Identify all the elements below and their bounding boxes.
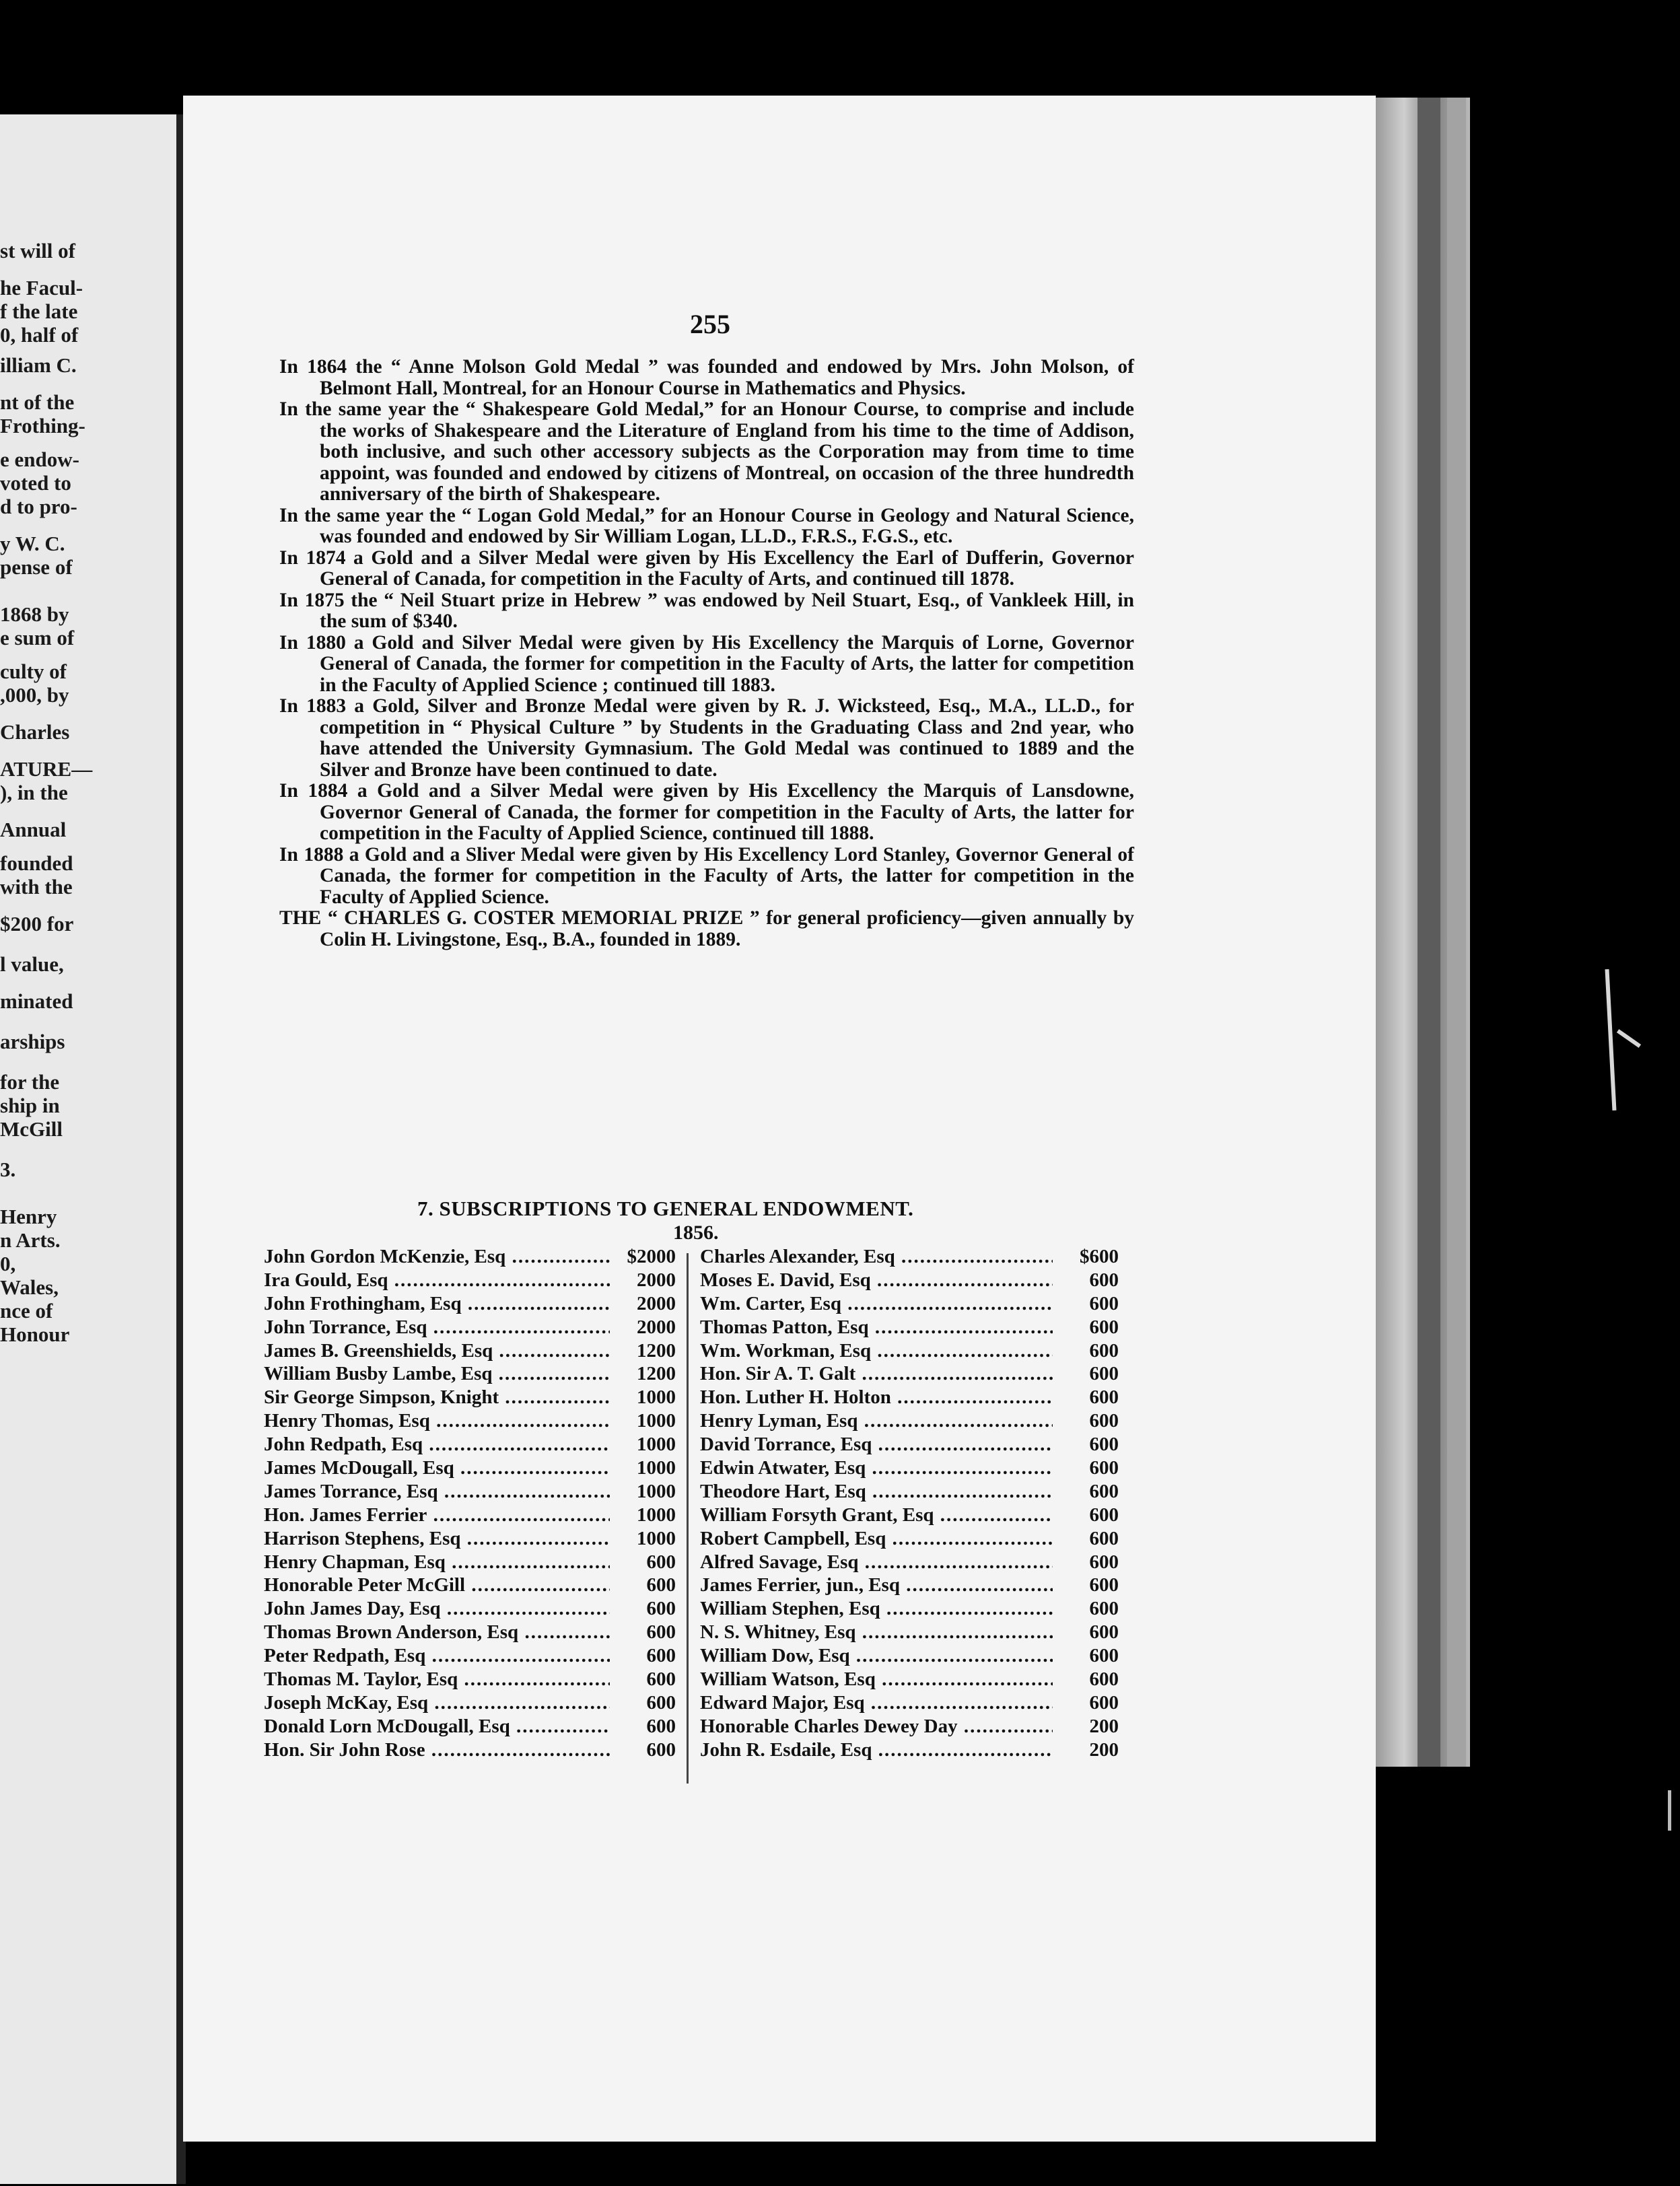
subscription-row [700, 1598, 1119, 1621]
subscription-amount: 600 [1089, 1645, 1119, 1667]
subscription-amount: $2000 [627, 1246, 676, 1267]
subscription-row [264, 1363, 676, 1386]
subscription-amount: 600 [646, 1738, 676, 1761]
subscriber-name: Henry Lyman, Esq ..... [700, 1410, 1053, 1432]
subscription-row [700, 1621, 1119, 1645]
subscription-amount: 600 [1089, 1316, 1119, 1338]
subscriber-name: Theodore Hart, Esq ..... [700, 1481, 1053, 1503]
previous-page-text-fragment: ), in the [0, 781, 68, 804]
subscription-row [264, 1574, 676, 1598]
section-year: 1856. [673, 1222, 719, 1244]
subscription-row [264, 1481, 676, 1504]
history-entry: In the same year the “ Logan Gold Medal,” for an Honour Course in Geology and Natural Science, was founded and endowed by Sir William Logan, LL.D., F.R.S., F.G.S., etc. [279, 504, 1134, 547]
subscriptions-right-column [700, 1246, 1119, 1763]
previous-page-text-fragment: e endow- [0, 448, 79, 471]
column-divider [687, 1253, 689, 1784]
subscriber-name: Moses E. David, Esq ..... [700, 1269, 1053, 1292]
subscription-row [264, 1410, 676, 1434]
subscription-row [264, 1739, 676, 1763]
subscription-amount: 2000 [637, 1269, 676, 1291]
subscription-row [700, 1434, 1119, 1457]
previous-page-text-fragment: nce of [0, 1299, 53, 1323]
subscription-amount: 600 [1089, 1527, 1119, 1549]
page-stack-edge [1418, 98, 1440, 1767]
subscriber-name: John Gordon McKenzie, Esq ..... [264, 1246, 610, 1268]
subscription-row [700, 1293, 1119, 1316]
subscriber-name: Robert Campbell, Esq ..... [700, 1528, 1053, 1550]
subscriber-name: John James Day, Esq ..... [264, 1598, 610, 1620]
history-entry: In 1880 a Gold and Silver Medal were given by His Excellency the Marquis of Lorne, Governor General of Canada, the former for competition in the Faculty of Arts, the latter for competition in the Faculty of Applied Science ; continued till 1883. [279, 631, 1134, 696]
page-number: 255 [690, 309, 730, 339]
subscriber-name: Peter Redpath, Esq ..... [264, 1645, 610, 1667]
subscription-amount: 600 [646, 1598, 676, 1620]
subscription-amount: 600 [1089, 1621, 1119, 1644]
subscriber-name: William Stephen, Esq ..... [700, 1598, 1053, 1620]
subscription-amount: 1000 [637, 1386, 676, 1409]
subscription-row [264, 1528, 676, 1551]
subscription-amount: 600 [1089, 1434, 1119, 1456]
previous-page-text-fragment: culty of [0, 660, 67, 683]
section-title: 7. SUBSCRIPTIONS TO GENERAL ENDOWMENT. [417, 1197, 914, 1220]
subscriber-name: Thomas Patton, Esq ..... [700, 1316, 1053, 1339]
subscription-amount: 1200 [637, 1339, 676, 1362]
subscriber-name: John Torrance, Esq ..... [264, 1316, 610, 1339]
subscriber-name: John Frothingham, Esq ..... [264, 1293, 610, 1315]
subscriber-name: N. S. Whitney, Esq ..... [700, 1621, 1053, 1644]
history-entry: In the same year the “ Shakespeare Gold Medal,” for an Honour Course, to comprise and include the works of Shakespeare and the Literature of England from his time to the time of Addison, both inclusive, and such other accessory subjects as the Corporation may from time to time appoint, was founded and endowed by citizens of Montreal, on occasion of the three hundredth anniversary of the birth of Shakespeare. [279, 398, 1134, 505]
subscription-amount: 600 [646, 1621, 676, 1644]
subscriber-name: Henry Chapman, Esq ..... [264, 1551, 610, 1574]
subscription-row [700, 1363, 1119, 1386]
history-entry: In 1874 a Gold and a Silver Medal were given by His Excellency the Earl of Dufferin, Governor General of Canada, for competition in the Faculty of Arts, and continued till 1878. [279, 546, 1134, 590]
subscription-row [700, 1739, 1119, 1763]
subscriber-name: Hon. Sir John Rose ..... [264, 1739, 610, 1761]
subscription-amount: 1000 [637, 1410, 676, 1432]
subscription-row [264, 1551, 676, 1575]
subscriber-name: Honorable Charles Dewey Day ..... [700, 1716, 1053, 1738]
subscription-amount: 600 [1089, 1339, 1119, 1362]
subscription-row [700, 1481, 1119, 1504]
previous-page-text-fragment: Honour [0, 1323, 70, 1346]
previous-page-text-fragment: $200 for [0, 912, 74, 936]
subscription-row [700, 1340, 1119, 1364]
subscription-row [264, 1457, 676, 1481]
subscription-amount: 1000 [637, 1434, 676, 1456]
subscription-row [264, 1434, 676, 1457]
previous-page-text-fragment: Frothing- [0, 414, 85, 437]
subscriber-name: Charles Alexander, Esq ..... [700, 1246, 1053, 1268]
subscription-row [700, 1528, 1119, 1551]
subscription-amount: 600 [1089, 1410, 1119, 1432]
previous-page-text-fragment: Charles [0, 720, 70, 744]
subscription-row [700, 1645, 1119, 1668]
subscription-row [264, 1504, 676, 1528]
subscriber-name: Edward Major, Esq ..... [700, 1692, 1053, 1714]
subscription-amount: 600 [646, 1715, 676, 1737]
previous-page-text-fragment: voted to [0, 471, 71, 495]
previous-page-text-fragment: st will of [0, 239, 75, 262]
subscription-row [264, 1668, 676, 1692]
subscription-amount: 600 [1089, 1691, 1119, 1714]
subscriber-name: James McDougall, Esq ..... [264, 1457, 610, 1479]
subscriber-name: James B. Greenshields, Esq ..... [264, 1340, 610, 1362]
subscriber-name: Ira Gould, Esq ..... [264, 1269, 610, 1292]
subscription-amount: 600 [1089, 1292, 1119, 1314]
subscription-amount: 600 [1089, 1551, 1119, 1573]
history-entries [279, 357, 1134, 950]
subscription-row [700, 1457, 1119, 1481]
subscription-row [264, 1645, 676, 1668]
subscription-amount: 600 [1089, 1269, 1119, 1291]
previous-page-text-fragment: d to pro- [0, 495, 77, 518]
subscriber-name: Wm. Workman, Esq ..... [700, 1340, 1053, 1362]
subscription-row [264, 1246, 676, 1269]
subscriber-name: Hon. James Ferrier ..... [264, 1504, 610, 1526]
subscription-amount: 1000 [637, 1504, 676, 1526]
subscriber-name: William Forsyth Grant, Esq ..... [700, 1504, 1053, 1526]
subscriber-name: William Watson, Esq ..... [700, 1668, 1053, 1691]
subscription-amount: 1000 [637, 1480, 676, 1502]
previous-page-text-fragment: Annual [0, 818, 67, 841]
subscriber-name: Alfred Savage, Esq ..... [700, 1551, 1053, 1574]
subscriber-name: Joseph McKay, Esq ..... [264, 1692, 610, 1714]
subscription-amount: 2000 [637, 1316, 676, 1338]
previous-page-text-fragment: e sum of [0, 626, 75, 649]
subscriber-name: Donald Lorn McDougall, Esq ..... [264, 1716, 610, 1738]
previous-page-text-fragment: nt of the [0, 390, 75, 414]
previous-page-text-fragment: ATURE— [0, 757, 93, 781]
subscriber-name: Hon. Luther H. Holton ..... [700, 1386, 1053, 1409]
previous-page-text-fragment: 0, [0, 1252, 16, 1275]
subscription-amount: 1200 [637, 1363, 676, 1385]
subscriber-name: Wm. Carter, Esq ..... [700, 1293, 1053, 1315]
previous-page-text-fragment: illiam C. [0, 353, 77, 377]
subscription-amount: 200 [1089, 1738, 1119, 1761]
subscription-row [700, 1692, 1119, 1716]
subscriber-name: Hon. Sir A. T. Galt ..... [700, 1363, 1053, 1385]
subscription-row [700, 1716, 1119, 1739]
subscription-amount: 600 [646, 1645, 676, 1667]
history-entry: In 1888 a Gold and a Sliver Medal were given by His Excellency Lord Stanley, Governor General of Canada, the former for competition in the Faculty of Arts, the latter for competition in the Faculty of Applied Science. [279, 843, 1134, 908]
subscription-amount: 600 [1089, 1363, 1119, 1385]
subscription-row [264, 1269, 676, 1293]
history-entry: THE “ CHARLES G. COSTER MEMORIAL PRIZE ” for general proficiency—given annually by Colin H. Livingstone, Esq., B.A., founded in 1889. [279, 907, 1134, 950]
subscriber-name: William Busby Lambe, Esq ..... [264, 1363, 610, 1385]
subscription-row [264, 1293, 676, 1316]
subscription-amount: $600 [1080, 1246, 1119, 1267]
subscription-amount: 600 [646, 1668, 676, 1691]
subscription-amount: 600 [1089, 1457, 1119, 1479]
subscription-row [264, 1340, 676, 1364]
subscription-row [700, 1504, 1119, 1528]
subscription-row [700, 1246, 1119, 1269]
subscriptions-left-column [264, 1246, 676, 1763]
subscriber-name: Honorable Peter McGill ..... [264, 1574, 610, 1596]
film-scratch [1605, 969, 1617, 1110]
subscriber-name: James Torrance, Esq ..... [264, 1481, 610, 1503]
previous-page-strip [0, 114, 183, 2184]
history-entry: In 1884 a Gold and a Silver Medal were given by His Excellency the Marquis of Lansdowne, Governor General of Canada, the former for competition in the Faculty of Arts, the latter for competition in the Faculty of Applied Science, continued till 1888. [279, 780, 1134, 844]
previous-page-text-fragment: he Facul- [0, 276, 83, 299]
previous-page-text-fragment: l value, [0, 952, 64, 976]
subscription-row [700, 1410, 1119, 1434]
film-scratch [1668, 1790, 1671, 1831]
previous-page-text-fragment: founded [0, 851, 73, 875]
subscriber-name: Thomas Brown Anderson, Esq ..... [264, 1621, 610, 1644]
previous-page-text-fragment: for the [0, 1070, 60, 1094]
subscription-amount: 1000 [637, 1527, 676, 1549]
subscription-row [264, 1621, 676, 1645]
subscriber-name: Edwin Atwater, Esq ..... [700, 1457, 1053, 1479]
subscription-amount: 600 [1089, 1574, 1119, 1596]
previous-page-text-fragment: arships [0, 1030, 65, 1053]
subscription-amount: 1000 [637, 1457, 676, 1479]
subscriber-name: John Redpath, Esq ..... [264, 1434, 610, 1456]
subscription-amount: 200 [1089, 1715, 1119, 1737]
film-scratch [1617, 1029, 1641, 1048]
subscription-amount: 600 [1089, 1668, 1119, 1691]
previous-page-text-fragment: f the late [0, 299, 78, 323]
previous-page-text-fragment: y W. C. [0, 532, 65, 555]
previous-page-text-fragment: with the [0, 875, 73, 898]
subscription-row [264, 1692, 676, 1716]
subscriber-name: William Dow, Esq ..... [700, 1645, 1053, 1667]
previous-page-text-fragment: 1868 by [0, 602, 69, 626]
subscription-row [264, 1598, 676, 1621]
subscriber-name: Henry Thomas, Esq ..... [264, 1410, 610, 1432]
subscription-row [700, 1551, 1119, 1575]
subscriber-name: John R. Esdaile, Esq ..... [700, 1739, 1053, 1761]
subscriber-name: Thomas M. Taylor, Esq ..... [264, 1668, 610, 1691]
previous-page-text-fragment: Wales, [0, 1275, 59, 1299]
history-entry: In 1883 a Gold, Silver and Bronze Medal were given by R. J. Wicksteed, Esq., M.A., LL.D., for competition in “ Physical Culture ” by Students in the Graduating Class and 2nd year, who have attended the University Gymnasium. The Gold Medal was continued to 1889 and the Silver and Bronze have been continued to date. [279, 695, 1134, 781]
subscriber-name: Sir George Simpson, Knight ..... [264, 1386, 610, 1409]
subscription-row [264, 1716, 676, 1739]
subscription-amount: 600 [1089, 1480, 1119, 1502]
subscription-amount: 600 [646, 1574, 676, 1596]
previous-page-text-fragment: n Arts. [0, 1228, 61, 1252]
subscriber-name: Harrison Stephens, Esq ..... [264, 1528, 610, 1550]
previous-page-text-fragment: ,000, by [0, 683, 69, 707]
history-entry: In 1875 the “ Neil Stuart prize in Hebrew ” was endowed by Neil Stuart, Esq., of Vankleek Hill, in the sum of $340. [279, 589, 1134, 632]
subscription-amount: 600 [646, 1691, 676, 1714]
history-entry: In 1864 the “ Anne Molson Gold Medal ” was founded and endowed by Mrs. John Molson, of Belmont Hall, Montreal, for an Honour Course in Mathematics and Physics. [279, 356, 1134, 399]
subscriber-name: James Ferrier, jun., Esq ..... [700, 1574, 1053, 1596]
previous-page-text-fragment: 0, half of [0, 323, 79, 347]
subscriber-name: David Torrance, Esq ..... [700, 1434, 1053, 1456]
previous-page-text-fragment: Henry [0, 1205, 57, 1228]
subscription-row [700, 1386, 1119, 1410]
previous-page-text-fragment: 3. [0, 1158, 16, 1181]
subscription-amount: 2000 [637, 1292, 676, 1314]
previous-page-text-fragment: ship in [0, 1094, 60, 1117]
page-stack-edge [1447, 98, 1466, 1767]
subscription-row [700, 1269, 1119, 1293]
subscription-row [700, 1668, 1119, 1692]
previous-page-text-fragment: pense of [0, 555, 73, 579]
subscription-row [264, 1316, 676, 1340]
subscription-amount: 600 [1089, 1598, 1119, 1620]
subscription-amount: 600 [646, 1551, 676, 1573]
subscription-row [700, 1574, 1119, 1598]
subscription-row [700, 1316, 1119, 1340]
subscription-row [264, 1386, 676, 1410]
subscription-amount: 600 [1089, 1386, 1119, 1409]
previous-page-text-fragment: minated [0, 989, 73, 1013]
previous-page-text-fragment: McGill [0, 1117, 63, 1141]
subscription-amount: 600 [1089, 1504, 1119, 1526]
